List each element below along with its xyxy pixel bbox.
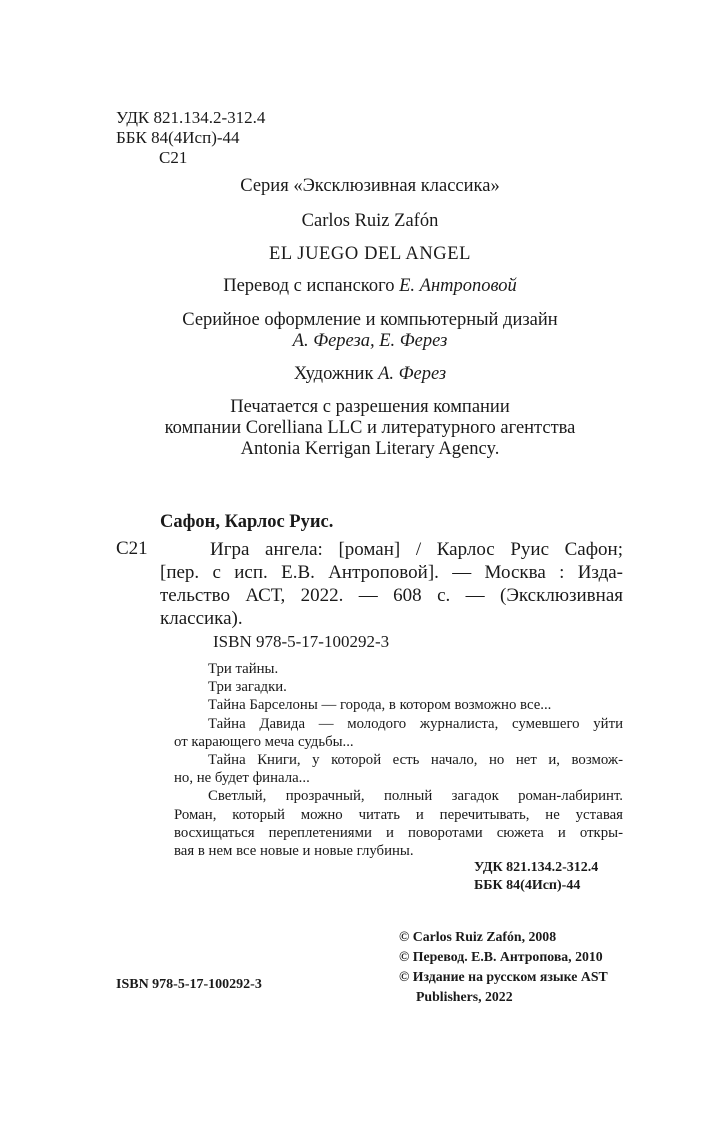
library-codes <box>116 108 265 168</box>
copyright-line: © Carlos Ruiz Zafón, 2008 <box>399 929 557 944</box>
design-credit: Серийное оформление и компьютерный дизайн <box>182 310 558 330</box>
bbk-code: ББК 84(4Исп)-44 <box>116 128 240 147</box>
permission-line-1: Печатается с разрешения компании <box>230 397 510 417</box>
annotation-line: Тайна Книги, у которой есть начало, но нет и, возмож- <box>208 751 623 768</box>
permission-line-3: Antonia Kerrigan Literary Agency. <box>240 439 500 459</box>
copyright-line: © Издание на русском языке AST <box>399 969 608 984</box>
annotation-line: но, не будет финала... <box>174 770 310 787</box>
translator-name: Е. Антроповой <box>399 276 517 296</box>
udk-code: УДК 821.134.2-312.4 <box>116 108 266 127</box>
annotation-line: Светлый, прозрачный, полный загадок роман-лабиринт. <box>208 788 623 805</box>
catalog-mark: С21 <box>116 538 148 559</box>
description-line: классика). <box>160 608 243 629</box>
copyright-line: © Перевод. Е.В. Антропова, 2010 <box>399 949 603 964</box>
bbk-code-bold: ББК 84(4Исп)-44 <box>474 878 581 893</box>
author-mark: С21 <box>159 148 188 167</box>
annotation-line: от карающего меча судьбы... <box>174 733 354 750</box>
original-author: Carlos Ruiz Zafón <box>301 211 439 231</box>
footer-isbn: ISBN 978-5-17-100292-3 <box>116 977 262 992</box>
permission-line-2: компании Corelliana LLC и литературного агентства <box>164 418 576 438</box>
description-line: [пер. с исп. Е.В. Антроповой]. — Москва : Изда- <box>160 562 623 583</box>
series-title: Серия «Эксклюзивная классика» <box>240 176 500 196</box>
udk-code-bold: УДК 821.134.2-312.4 <box>474 860 599 875</box>
artist-credit <box>0 364 709 385</box>
annotation-line: Роман, который можно читать и перечитывать, не уставая <box>174 806 623 823</box>
translation-prefix: Перевод с испанского <box>223 276 400 296</box>
description-line: Игра ангела: [роман] / Карлос Руис Сафон; <box>210 539 623 560</box>
annotation-line: восхищаться переплетениями и поворотами сюжета и откры- <box>174 824 623 841</box>
designers-names: А. Фереза, Е. Ферез <box>292 331 448 351</box>
annotation-line: Три загадки. <box>208 679 287 696</box>
description-line: тельство АСТ, 2022. — 608 с. — (Эксклюзивная <box>160 585 623 606</box>
copyright-line: Publishers, 2022 <box>416 989 513 1004</box>
original-title: EL JUEGO DEL ANGEL <box>268 244 472 264</box>
catalog-description <box>160 538 623 630</box>
annotation-line: Тайна Давида — молодого журналиста, сумевшего уйти <box>208 715 623 732</box>
classification-codes <box>474 859 598 895</box>
annotation-line: Три тайны. <box>208 661 279 677</box>
annotation-line: Тайна Барселоны — города, в котором возможно все... <box>208 697 552 714</box>
annotation-line: вая в нем все новые и новые глубины. <box>174 842 414 859</box>
artist-name: А. Ферез <box>378 364 447 384</box>
copyright-block <box>399 927 608 1007</box>
translation-credit <box>0 276 709 297</box>
annotation <box>174 660 623 860</box>
catalog-author-heading: Сафон, Карлос Руис. <box>160 512 334 532</box>
catalog-isbn: ISBN 978-5-17-100292-3 <box>213 632 390 651</box>
artist-prefix: Художник <box>293 364 379 384</box>
